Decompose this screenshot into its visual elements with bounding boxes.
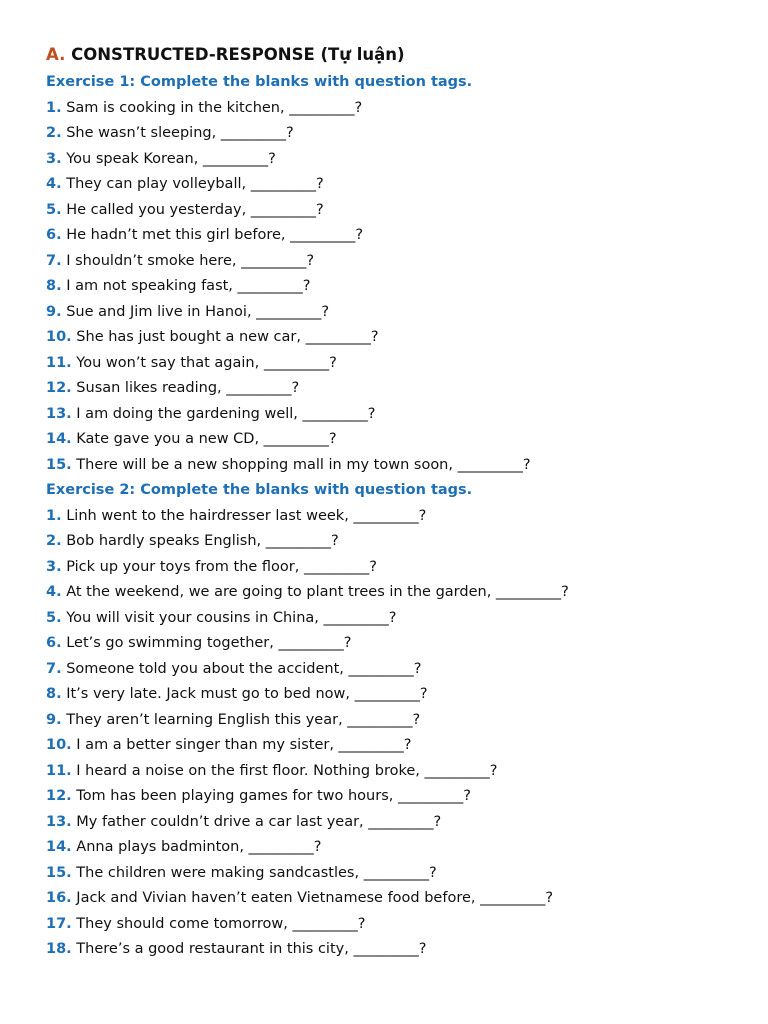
question-number: 7. bbox=[46, 252, 62, 269]
question-item bbox=[46, 172, 728, 198]
question-number: 5. bbox=[46, 609, 62, 626]
question-item bbox=[46, 249, 728, 275]
question-number: 10. bbox=[46, 737, 72, 753]
question-item bbox=[46, 427, 728, 453]
section-heading bbox=[46, 42, 728, 67]
question-number: 11. bbox=[46, 354, 72, 371]
exercises-container bbox=[46, 70, 728, 963]
question-text: He called you yesterday, _________? bbox=[66, 201, 324, 218]
question-text: Sam is cooking in the kitchen, _________? bbox=[66, 99, 363, 116]
question-item bbox=[46, 376, 728, 402]
question-number: 17. bbox=[46, 915, 72, 932]
question-item bbox=[46, 300, 728, 326]
question-text: You will visit your cousins in China, _________? bbox=[66, 609, 397, 626]
question-text: My father couldn’t drive a car last year, _________? bbox=[76, 813, 442, 830]
question-text: Tom has been playing games for two hours, _________? bbox=[76, 788, 471, 804]
question-number: 15. bbox=[46, 456, 72, 473]
question-text: There’s a good restaurant in this city, _________? bbox=[76, 941, 427, 957]
question-item bbox=[46, 96, 728, 122]
question-item bbox=[46, 657, 728, 683]
question-number: 12. bbox=[46, 380, 72, 396]
question-text: She wasn’t sleeping, _________? bbox=[66, 125, 294, 141]
question-number: 9. bbox=[46, 711, 62, 728]
question-item bbox=[46, 937, 728, 963]
question-number: 7. bbox=[46, 660, 62, 677]
exercise-2-title: Exercise 2: Complete the blanks with question tags. bbox=[46, 482, 473, 498]
question-item bbox=[46, 733, 728, 759]
question-text: You won’t say that again, _________? bbox=[76, 354, 337, 371]
question-item bbox=[46, 223, 728, 249]
question-number: 6. bbox=[46, 227, 62, 243]
question-number: 1. bbox=[46, 99, 62, 116]
question-item bbox=[46, 631, 728, 657]
question-number: 11. bbox=[46, 762, 72, 779]
exercise-1-title: Exercise 1: Complete the blanks with question tags. bbox=[46, 74, 473, 90]
question-item bbox=[46, 606, 728, 632]
question-number: 16. bbox=[46, 890, 72, 906]
question-item bbox=[46, 121, 728, 147]
question-text: I am doing the gardening well, _________? bbox=[76, 405, 376, 422]
question-item bbox=[46, 708, 728, 734]
question-text: You speak Korean, _________? bbox=[66, 150, 276, 167]
question-number: 3. bbox=[46, 558, 62, 575]
section-title: CONSTRUCTED-RESPONSE (Tự luận) bbox=[71, 45, 405, 64]
question-number: 15. bbox=[46, 864, 72, 881]
question-text: Susan likes reading, _________? bbox=[76, 380, 300, 396]
question-number: 4. bbox=[46, 584, 62, 600]
question-number: 2. bbox=[46, 533, 62, 549]
question-item bbox=[46, 198, 728, 224]
question-number: 6. bbox=[46, 635, 62, 651]
question-item bbox=[46, 682, 728, 708]
question-number: 2. bbox=[46, 125, 62, 141]
question-text: Pick up your toys from the floor, _________? bbox=[66, 558, 377, 575]
question-item bbox=[46, 555, 728, 581]
question-text: Bob hardly speaks English, _________? bbox=[66, 533, 339, 549]
question-item bbox=[46, 274, 728, 300]
question-text: Jack and Vivian haven’t eaten Vietnamese food before, _________? bbox=[76, 890, 554, 906]
question-number: 8. bbox=[46, 686, 62, 702]
question-text: At the weekend, we are going to plant trees in the garden, _________? bbox=[66, 584, 569, 600]
question-text: I am not speaking fast, _________? bbox=[66, 278, 311, 294]
question-item bbox=[46, 861, 728, 887]
question-number: 12. bbox=[46, 788, 72, 804]
section-letter: A. bbox=[46, 45, 66, 64]
question-text: I am a better singer than my sister, _________? bbox=[76, 737, 412, 753]
question-number: 3. bbox=[46, 150, 62, 167]
question-item bbox=[46, 529, 728, 555]
question-text: It’s very late. Jack must go to bed now, _________? bbox=[66, 686, 428, 702]
question-item bbox=[46, 580, 728, 606]
question-item bbox=[46, 810, 728, 836]
question-item bbox=[46, 147, 728, 173]
question-number: 13. bbox=[46, 405, 72, 422]
question-text: He hadn’t met this girl before, _________? bbox=[66, 227, 364, 243]
question-item bbox=[46, 759, 728, 785]
question-item bbox=[46, 835, 728, 861]
question-number: 13. bbox=[46, 813, 72, 830]
question-text: They can play volleyball, _________? bbox=[66, 176, 324, 192]
question-text: Let’s go swimming together, _________? bbox=[66, 635, 352, 651]
question-item bbox=[46, 351, 728, 377]
question-text: Kate gave you a new CD, _________? bbox=[76, 431, 337, 447]
question-text: They aren’t learning English this year, _________? bbox=[66, 711, 421, 728]
question-item bbox=[46, 325, 728, 351]
question-text: The children were making sandcastles, _________? bbox=[76, 864, 437, 881]
question-item bbox=[46, 912, 728, 938]
question-item bbox=[46, 453, 728, 479]
question-item bbox=[46, 886, 728, 912]
question-number: 5. bbox=[46, 201, 62, 218]
question-number: 1. bbox=[46, 507, 62, 524]
question-number: 8. bbox=[46, 278, 62, 294]
question-item bbox=[46, 504, 728, 530]
question-item bbox=[46, 402, 728, 428]
question-text: Anna plays badminton, _________? bbox=[76, 839, 322, 855]
question-number: 10. bbox=[46, 329, 72, 345]
question-text: They should come tomorrow, _________? bbox=[76, 915, 366, 932]
question-number: 18. bbox=[46, 941, 72, 957]
question-text: Linh went to the hairdresser last week, _________? bbox=[66, 507, 427, 524]
question-number: 14. bbox=[46, 431, 72, 447]
question-text: Someone told you about the accident, _________? bbox=[66, 660, 422, 677]
question-number: 4. bbox=[46, 176, 62, 192]
question-number: 9. bbox=[46, 303, 62, 320]
question-text: Sue and Jim live in Hanoi, _________? bbox=[66, 303, 330, 320]
question-text: She has just bought a new car, _________? bbox=[76, 329, 379, 345]
question-item bbox=[46, 784, 728, 810]
question-text: There will be a new shopping mall in my town soon, _________? bbox=[76, 456, 531, 473]
question-number: 14. bbox=[46, 839, 72, 855]
question-text: I shouldn’t smoke here, _________? bbox=[66, 252, 315, 269]
question-text: I heard a noise on the first floor. Nothing broke, _________? bbox=[76, 762, 498, 779]
